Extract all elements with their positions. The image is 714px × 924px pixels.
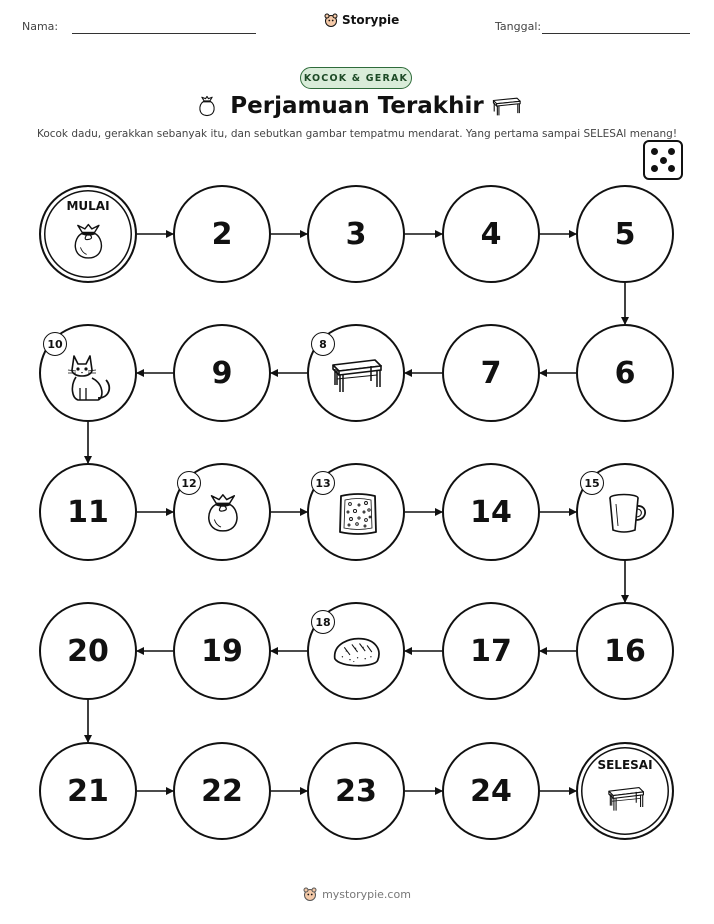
space-number: 3	[345, 216, 367, 252]
money-bag-icon	[69, 221, 108, 265]
space-number: 20	[67, 633, 109, 669]
space-number: 7	[480, 355, 502, 391]
board-space-6[interactable]	[576, 324, 674, 422]
space-number-chip: 15	[580, 471, 604, 495]
space-number-chip: 12	[177, 471, 201, 495]
board-space-8[interactable]	[307, 324, 405, 422]
board-space-23[interactable]	[307, 742, 405, 840]
space-number: 23	[335, 773, 377, 809]
board-space-2[interactable]	[173, 185, 271, 283]
space-number: 6	[614, 355, 636, 391]
space-number: 4	[480, 216, 502, 252]
board-space-10[interactable]	[39, 324, 137, 422]
board-space-14[interactable]	[442, 463, 540, 561]
storypie-mascot-icon	[303, 887, 317, 901]
board-space-13[interactable]	[307, 463, 405, 561]
board-space-5[interactable]	[576, 185, 674, 283]
board-space-16[interactable]	[576, 602, 674, 700]
money-bag-icon	[202, 491, 244, 539]
board-space-18[interactable]	[307, 602, 405, 700]
board-space-21[interactable]	[39, 742, 137, 840]
table-icon	[606, 784, 646, 817]
board-space-9[interactable]	[173, 324, 271, 422]
space-number: 16	[604, 633, 646, 669]
board-space-19[interactable]	[173, 602, 271, 700]
bread-slice-icon	[335, 490, 381, 542]
space-number: 19	[201, 633, 243, 669]
space-number: 24	[470, 773, 512, 809]
cat-icon	[64, 348, 116, 408]
start-label: MULAI	[66, 199, 110, 213]
instructions: Kocok dadu, gerakkan sebanyak itu, dan sebutkan gambar tempatmu mendarat. Yang pertama sampai SELESAI menang!	[36, 128, 678, 140]
cup-icon	[606, 492, 652, 540]
space-number: 11	[67, 494, 109, 530]
space-number: 14	[470, 494, 512, 530]
space-number: 22	[201, 773, 243, 809]
board-space-11[interactable]	[39, 463, 137, 561]
board-space-4[interactable]	[442, 185, 540, 283]
finish-space[interactable]	[576, 742, 674, 840]
board-space-17[interactable]	[442, 602, 540, 700]
footer	[0, 887, 714, 901]
board-space-24[interactable]	[442, 742, 540, 840]
category-badge: KOCOK & GERAK	[300, 67, 412, 89]
space-number: 17	[470, 633, 512, 669]
board-space-22[interactable]	[173, 742, 271, 840]
space-number: 5	[614, 216, 636, 252]
space-number-chip: 10	[43, 332, 67, 356]
brand-name: Storypie	[342, 13, 400, 27]
page-title: Perjamuan Terakhir	[230, 93, 484, 119]
name-label: Nama:	[22, 20, 59, 33]
space-number: 9	[211, 355, 233, 391]
space-number-chip: 18	[311, 610, 335, 634]
date-label: Tanggal:	[495, 20, 542, 33]
finish-label: SELESAI	[597, 758, 653, 772]
bread-loaf-icon	[331, 634, 382, 676]
footer-url: mystorypie.com	[322, 887, 411, 901]
board-space-20[interactable]	[39, 602, 137, 700]
start-space[interactable]	[39, 185, 137, 283]
space-number-chip: 13	[311, 471, 335, 495]
board-space-7[interactable]	[442, 324, 540, 422]
board-space-12[interactable]	[173, 463, 271, 561]
space-number: 2	[211, 216, 233, 252]
board-space-3[interactable]	[307, 185, 405, 283]
space-number: 21	[67, 773, 109, 809]
space-number-chip: 8	[311, 332, 335, 356]
board-space-15[interactable]	[576, 463, 674, 561]
table-icon	[329, 355, 385, 399]
